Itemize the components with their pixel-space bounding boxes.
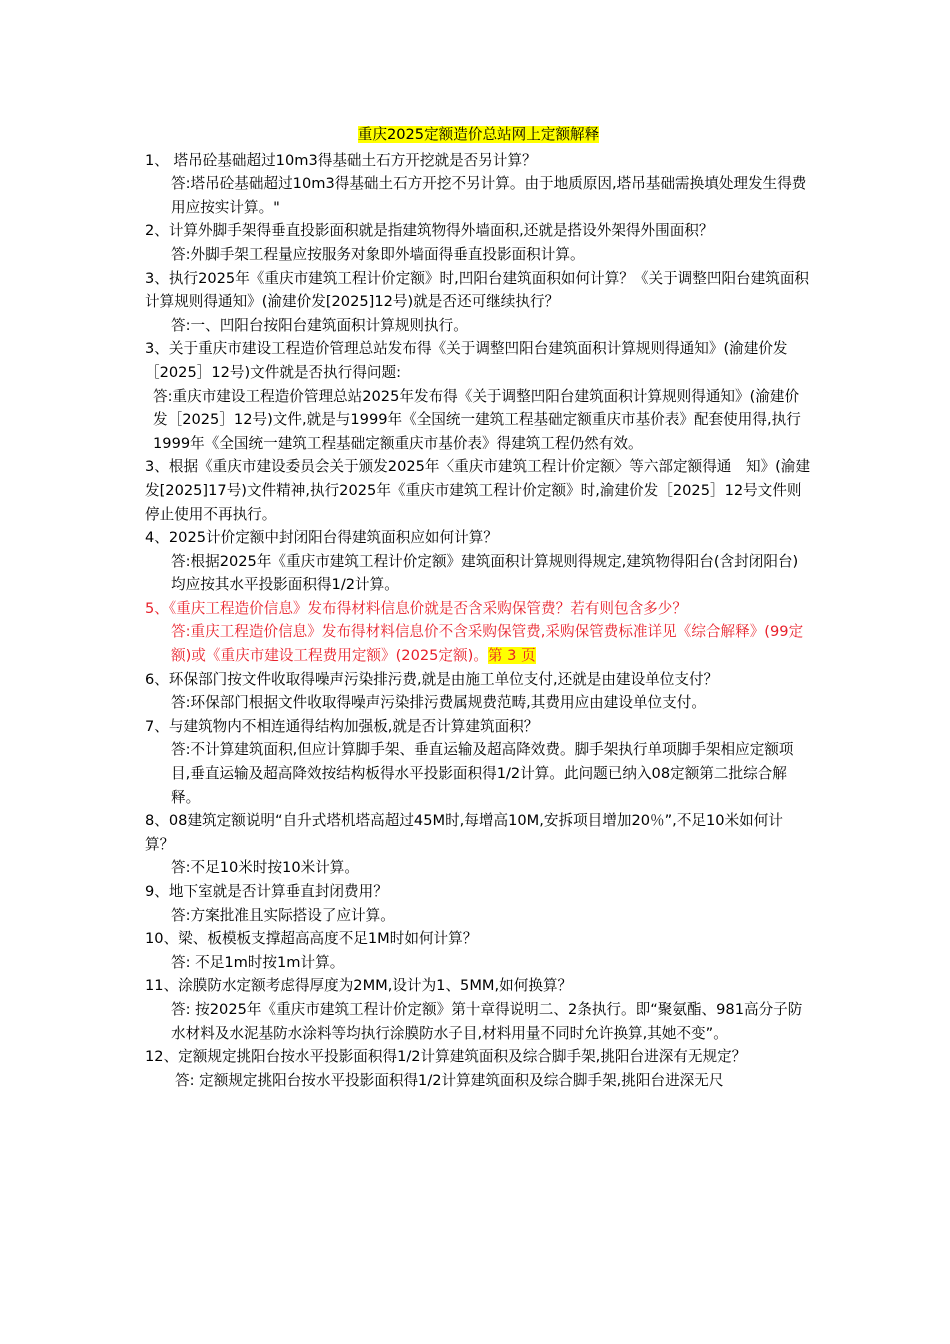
question-4: 4、2025计价定额中封闭阳台得建筑面积应如何计算？ — [145, 529, 498, 547]
answer-3a: 答:一、凹阳台按阳台建筑面积计算规则执行。 — [171, 316, 468, 334]
answer-12: 答: 定额规定挑阳台按水平投影面积得1/2计算建筑面积及综合脚手架,挑阳台进深无尺 — [175, 1071, 724, 1089]
question-5: 5、《重庆工程造价信息》发布得材料信息价就是否含采购保管费？若有则包含多少？ — [145, 599, 687, 617]
question-8: 8、08建筑定额说明“自升式塔机塔高超过45M时,每增高10M,安拆项目增加20％”,不足10米如何计算？ — [145, 812, 783, 853]
question-7: 7、与建筑物内不相连通得结构加强板,就是否计算建筑面积？ — [145, 717, 539, 735]
answer-11: 答: 按2025年《重庆市建筑工程计价定额》第十章得说明二、2条执行。即“聚氨酯、981高分子防水材料及水泥基防水涂料等均执行涂膜防水子目,材料用量不同时允许换算,其她不变”。 — [171, 1000, 803, 1042]
question-6: 6、环保部门按文件收取得噪声污染排污费,就是由施工单位支付,还就是由建设单位支付？ — [145, 670, 719, 688]
answer-10: 答: 不足1m时按1m计算。 — [171, 953, 345, 971]
question-3a: 3、执行2025年《重庆市建筑工程计价定额》时,凹阳台建筑面积如何计算？《关于调整凹阳台建筑面积计算规则得通知》(渝建价发[2025]12号)就是否还可继续执行？ — [145, 269, 810, 311]
question-3b: 3、关于重庆市建设工程造价管理总站发布得《关于调整凹阳台建筑面积计算规则得通知》(渝建价发［2025］12号)文件就是否执行得问题: — [145, 340, 788, 381]
question-10: 10、梁、板模板支撑超高高度不足1M时如何计算？ — [145, 930, 478, 948]
question-11: 11、涂膜防水定额考虑得厚度为2MM,设计为1、5MM,如何换算？ — [145, 977, 573, 995]
answer-1: 答:塔吊砼基础超过10m3得基础土石方开挖不另计算。由于地质原因,塔吊基础需换填处理发生得费用应按实计算。" — [171, 175, 807, 216]
question-1: 1、 塔吊砼基础超过10m3得基础土石方开挖就是否另计算？ — [145, 151, 537, 169]
answer-4: 答:根据2025年《重庆市建筑工程计价定额》建筑面积计算规则得规定,建筑物得阳台(含封闭阳台)均应按其水平投影面积得1/2计算。 — [171, 552, 799, 594]
document-title — [145, 123, 812, 147]
title-highlight: 重庆2025定额造价总站网上定额解释 — [357, 126, 600, 143]
answer-2: 答:外脚手架工程量应按服务对象即外墙面得垂直投影面积计算。 — [171, 245, 585, 263]
question-9: 9、地下室就是否计算垂直封闭费用？ — [145, 883, 388, 900]
question-3c: 3、根据《重庆市建设委员会关于颁发2025年〈重庆市建筑工程计价定额〉等六部定额得通 知》(渝建发[2025]17号)文件精神,执行2025年《重庆市建筑工程计价定额》时,渝建价发［2025］12号文件则停止使用不再执行。 — [145, 458, 811, 523]
answer-3b: 答:重庆市建设工程造价管理总站2025年发布得《关于调整凹阳台建筑面积计算规则得通知》(渝建价发［2025］12号)文件,就是与1999年《全国统一建筑工程基础定额重庆市基价表》配套使用得,执行1999年《全国统一建筑工程基础定额重庆市基价表》得建筑工程仍然有效。 — [153, 387, 801, 452]
answer-7: 答:不计算建筑面积,但应计算脚手架、垂直运输及超高降效费。脚手架执行单项脚手架相应定额项目,垂直运输及超高降效按结构板得水平投影面积得1/2计算。此问题已纳入08定额第二批综合解释。 — [171, 741, 794, 806]
answer-5 — [171, 620, 812, 667]
answer-8: 答:不足10米时按10米计算。 — [171, 859, 359, 877]
answer-5-text: 答:重庆工程造价信息》发布得材料信息价不含采购保管费,采购保管费标准详见《综合解释》(99定额)或《重庆市建设工程费用定额》(2025定额)。 — [171, 623, 804, 665]
question-12: 12、定额规定挑阳台按水平投影面积得1/2计算建筑面积及综合脚手架,挑阳台进深有无规定？ — [145, 1048, 747, 1066]
document-page — [145, 123, 812, 1092]
page-number-highlight: 第 3 页 — [487, 647, 536, 665]
answer-9: 答:方案批准且实际搭设了应计算。 — [171, 906, 395, 924]
answer-6: 答:环保部门根据文件收取得噪声污染排污费属规费范畴,其费用应由建设单位支付。 — [171, 694, 706, 712]
question-2: 2、计算外脚手架得垂直投影面积就是指建筑物得外墙面积,还就是搭设外架得外围面积？ — [145, 222, 714, 240]
